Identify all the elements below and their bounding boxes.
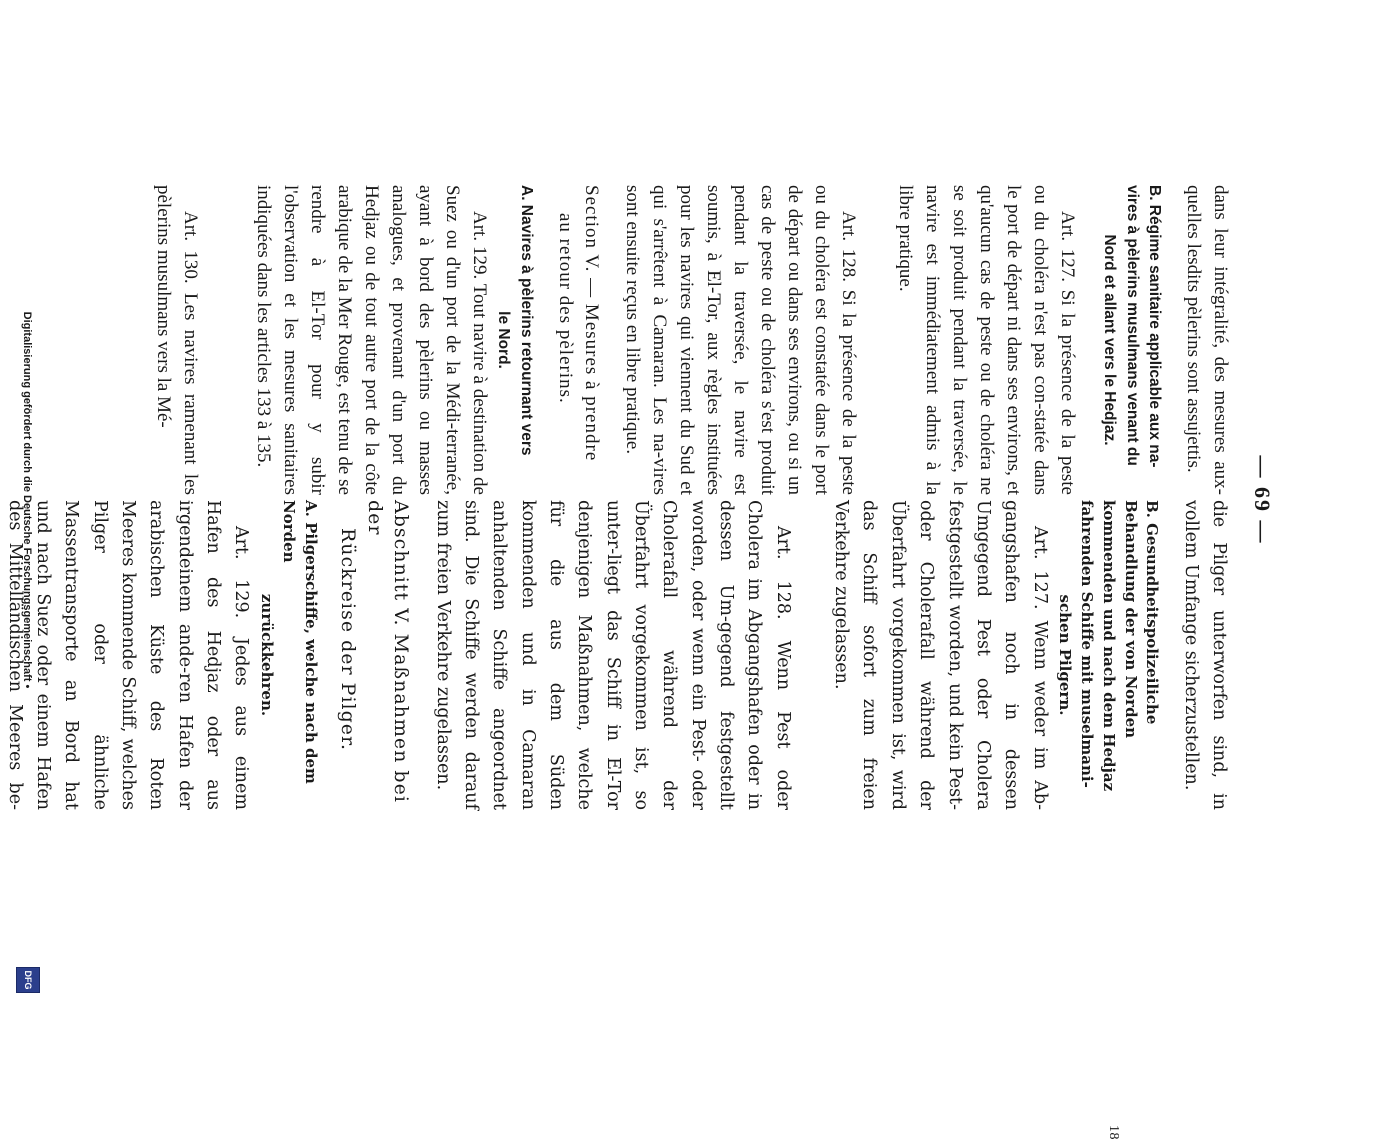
french-heading-a-line2: le Nord.: [495, 311, 513, 369]
digitization-note: Digitalisierung gefördert durch die Deutsche Forschungsgemeinschaft •: [21, 311, 33, 689]
german-column: [0, 500, 1233, 810]
french-intro-paragraph: dans leur intégralité, des mesures aux-quelles lesdits pèlerins sont assujettis.: [1183, 185, 1231, 495]
french-heading-a: [492, 185, 537, 495]
french-article-129: Art. 129. Tout navire à destination de Suez ou d'un port de la Médi-terranée, ayant à bord des pèlerins ou masses analogues, et provenant d'un port du Hedjaz ou de tout autre port de la côte arabique de la Mer Rouge, est tenu de se rendre à El-Tor pour y subir l'observation et les mesures sanitaires indiquées dans les articles 133 à 135.: [253, 185, 491, 495]
french-article-128: Art. 128. Si la présence de la peste ou du choléra est constatée dans le port de départ ou dans ses environs, ou si un cas de peste ou de choléra s'est produit pendant la traversée, le navire est soumis, à El-Tor, aux règles instituées pour les navires qui viennent du Sud et qui s'arrêtent à Camaran. Les na-vires sont ensuite reçus en libre pratique.: [622, 185, 859, 495]
german-heading-a-line1: A. Pilgerschiffe, welche nach dem Norden: [279, 500, 320, 784]
german-heading-b: [1054, 500, 1163, 810]
german-heading-a: [255, 500, 320, 810]
french-section-v-line2: au retour des pèlerins.: [554, 213, 576, 404]
dfg-logo: DFG: [16, 967, 40, 993]
french-column: [149, 185, 1233, 495]
german-intro-paragraph: die Pilger unterworfen sind, in vollem Umfange sicherzustellen.: [1180, 500, 1229, 810]
german-section-v-line2: Rückreise der Pilger.: [337, 528, 360, 752]
page-number: — 69 —: [1250, 455, 1275, 545]
german-section-v-line1: Abschnitt V. Maßnahmen bei der: [363, 500, 413, 803]
german-article-129: Art. 129. Jedes aus einem Hafen des Hedjaz oder aus irgendeinem ande-ren Hafen der arabischen Küste des Roten Meeres kommende Schiff, welches Pilger oder ähnliche Massentransporte an Bord hat und nach Suez oder einem Hafen des Mittelländischen Meeres be-: [4, 500, 252, 810]
french-heading-a-line1: A. Navires à pèlerins retournant vers: [517, 185, 535, 456]
german-article-128: Art. 128. Wenn Pest oder Cholera im Abgangshafen oder in dessen Um-gegend festgestellt worden, oder wenn ein Pest- oder Cholerafall während der Überfahrt vorgekommen ist, so unter-liegt das Schiff in El-Tor denjenigen Maßnahmen, welche für die aus dem Süden kommenden und in Camaran anhaltenden Schiffe angeordnet sind. Die Schiffe werden darauf zum freien Verkehre zugelassen.: [432, 500, 793, 810]
german-article-127: Art. 127. Wenn weder im Ab-gangshafen noch in dessen Umgegend Pest oder Cholera festgestellt worden, und kein Pest- oder Cholerafall während der Überfahrt vorgekommen ist, wird das Schiff sofort zum freien Verkehre zugelassen.: [831, 500, 1050, 810]
french-section-v-heading: [551, 185, 604, 495]
french-article-127: Art. 127. Si la présence de la peste ou du choléra n'est pas con-statée dans le port de départ ni dans ses environs, et qu'aucun cas de peste ou de choléra ne se soit produit pendant la traversée, le navire est immédiatement admis à la libre pratique.: [894, 185, 1078, 495]
french-heading-b: [1098, 185, 1165, 495]
german-heading-b-line2: schen Pilgern.: [1056, 594, 1075, 716]
german-heading-b-line1: B. Gesundheitspolizeiliche Behandlung der von Norden kommenden und nach dem Hedjaz fahrenden Schiffe mit muselmani-: [1078, 500, 1162, 792]
french-heading-b-line1: B. Régime sanitaire applicable aux na-vires à pèlerins musulmans venant du: [1123, 185, 1164, 468]
signature-mark: 18: [1106, 1125, 1121, 1140]
french-section-v-line1: Section V. — Mesures à prendre: [581, 185, 603, 462]
german-section-v-heading: [335, 500, 415, 810]
french-heading-b-line2: Nord et allant vers le Hedjaz.: [1101, 234, 1119, 446]
german-heading-a-line2: zurückkehren.: [258, 593, 277, 717]
french-article-130: Art. 130. Les navires ramenant les pèlerins musulmans vers la Mé-: [153, 185, 202, 495]
